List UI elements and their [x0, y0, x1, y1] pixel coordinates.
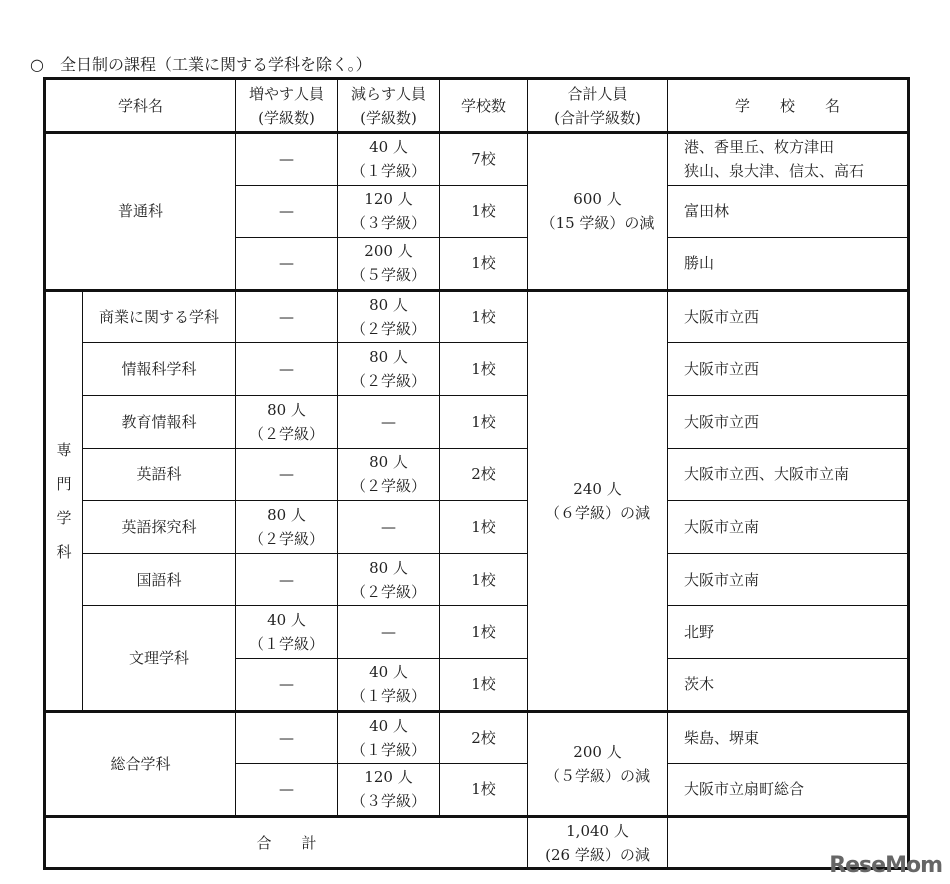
decrease-cell — [338, 133, 440, 186]
cell-line: 80 人 — [369, 453, 408, 472]
increase-cell — [236, 133, 338, 186]
cell-line: — — [279, 675, 294, 694]
cell-line: 600 人 — [573, 190, 622, 209]
cell-line: （５学級）の減 — [544, 766, 650, 785]
cell-line: 1,040 人 — [566, 821, 629, 840]
school-count-cell: 2校 — [440, 448, 528, 501]
cell-line: 富田林 — [684, 202, 730, 221]
decrease-cell — [338, 395, 440, 448]
cell-line: 狭山、泉大津、信太、高石 — [684, 162, 865, 181]
cell-line: （２学級） — [350, 372, 426, 391]
school-count-cell: 1校 — [440, 658, 528, 711]
cell-line: （15 学級）の減 — [540, 214, 655, 233]
school-names-cell — [668, 553, 909, 606]
cell-line: (26 学級）の減 — [545, 845, 650, 864]
school-names-cell — [668, 711, 909, 764]
subject-cell: 教育情報科 — [83, 395, 236, 448]
school-names-cell — [668, 133, 909, 186]
school-names-cell — [668, 238, 909, 291]
increase-cell — [236, 658, 338, 711]
subject-cell: 商業に関する学科 — [83, 290, 236, 343]
total-cell — [528, 133, 668, 291]
cell-line: — — [279, 728, 294, 747]
cell-line: (学級数) — [258, 108, 315, 127]
table-row — [45, 606, 909, 659]
cell-line: 学 — [56, 508, 72, 527]
school-names-cell — [668, 343, 909, 396]
school-names-cell — [668, 185, 909, 238]
table-row — [45, 290, 909, 343]
cell-line: （１学級） — [350, 740, 426, 759]
cell-line: （１学級） — [350, 162, 426, 181]
cell-line: 増やす人員 — [248, 84, 324, 103]
cell-line: — — [381, 623, 396, 642]
decrease-cell — [338, 606, 440, 659]
decrease-cell — [338, 711, 440, 764]
header-increase — [236, 79, 338, 133]
cell-line: — — [279, 780, 294, 799]
cell-line: 80 人 — [267, 505, 306, 524]
cell-line: 門 — [56, 474, 72, 493]
cell-line: （２学級） — [248, 529, 324, 548]
header-decrease — [338, 79, 440, 133]
cell-line: 80 人 — [369, 348, 408, 367]
cell-line: (学級数) — [360, 108, 417, 127]
school-count-cell: 1校 — [440, 606, 528, 659]
cell-line: （５学級） — [350, 266, 426, 285]
cell-line: 科 — [56, 542, 72, 561]
subject-cell: 英語探究科 — [83, 501, 236, 554]
cell-line: 120 人 — [364, 768, 413, 787]
subject-cell: 普通科 — [45, 133, 236, 291]
increase-cell — [236, 395, 338, 448]
cell-line: 大阪市立西 — [684, 308, 760, 327]
cell-line: — — [279, 570, 294, 589]
header-school-count: 学校数 — [440, 79, 528, 133]
decrease-cell — [338, 764, 440, 817]
increase-cell — [236, 448, 338, 501]
cell-line: — — [381, 412, 396, 431]
cell-line: 80 人 — [369, 296, 408, 315]
grand-total-row — [45, 816, 909, 869]
subject-cell: 文理学科 — [83, 606, 236, 711]
school-names-cell — [668, 290, 909, 343]
header-row — [45, 79, 909, 133]
cell-line: （３学級） — [350, 214, 426, 233]
cell-line: — — [279, 150, 294, 169]
grand-total-label: 合 計 — [45, 816, 528, 869]
cell-line: （６学級）の減 — [544, 503, 650, 522]
decrease-cell — [338, 343, 440, 396]
decrease-cell — [338, 448, 440, 501]
cell-line: （２学級） — [350, 477, 426, 496]
table-row — [45, 501, 909, 554]
subject-cell: 国語科 — [83, 553, 236, 606]
cell-line: 減らす人員 — [350, 84, 426, 103]
school-names-cell — [668, 395, 909, 448]
cell-line: （１学級） — [350, 687, 426, 706]
increase-cell — [236, 238, 338, 291]
cell-line: （２学級） — [350, 320, 426, 339]
school-count-cell: 1校 — [440, 343, 528, 396]
table-row — [45, 448, 909, 501]
decrease-cell — [338, 185, 440, 238]
subject-cell: 総合学科 — [45, 711, 236, 816]
header-school-names: 学 校 名 — [668, 79, 909, 133]
school-count-cell: 1校 — [440, 501, 528, 554]
cell-line: 200 人 — [364, 242, 413, 261]
resemom-watermark-logo: ReseMom — [829, 853, 942, 878]
cell-line: 大阪市立西、大阪市立南 — [684, 465, 850, 484]
school-count-cell: 1校 — [440, 553, 528, 606]
section-title: ○ 全日制の課程（工業に関する学科を除く。） — [30, 55, 372, 74]
decrease-cell — [338, 290, 440, 343]
cell-line: 茨木 — [684, 675, 715, 694]
school-count-cell: 2校 — [440, 711, 528, 764]
school-names-cell — [668, 606, 909, 659]
school-count-cell: 1校 — [440, 185, 528, 238]
school-names-cell — [668, 501, 909, 554]
cell-line: — — [279, 465, 294, 484]
header-total — [528, 79, 668, 133]
reduction-table — [43, 77, 910, 870]
cell-line: 勝山 — [684, 254, 715, 273]
subject-cell: 情報科学科 — [83, 343, 236, 396]
cell-line: 240 人 — [573, 479, 622, 498]
grand-total-value — [528, 816, 668, 869]
school-count-cell: 1校 — [440, 238, 528, 291]
increase-cell — [236, 711, 338, 764]
table-row — [45, 553, 909, 606]
specialty-label — [45, 290, 83, 711]
cell-line: 北野 — [684, 623, 715, 642]
table-row — [45, 343, 909, 396]
increase-cell — [236, 501, 338, 554]
cell-line: 合計人員 — [567, 84, 628, 103]
school-count-cell: 1校 — [440, 290, 528, 343]
cell-line: 40 人 — [369, 663, 408, 682]
school-count-cell: 1校 — [440, 395, 528, 448]
cell-line: （２学級） — [350, 582, 426, 601]
cell-line: 大阪市立扇町総合 — [684, 780, 805, 799]
cell-line: 大阪市立西 — [684, 360, 760, 379]
school-names-cell — [668, 764, 909, 817]
cell-line: (合計学級数) — [554, 108, 641, 127]
decrease-cell — [338, 658, 440, 711]
school-names-cell — [668, 658, 909, 711]
cell-line: （２学級） — [248, 424, 324, 443]
increase-cell — [236, 553, 338, 606]
cell-line: 港、香里丘、枚方津田 — [684, 138, 835, 157]
cell-line: 柴島、堺東 — [684, 728, 760, 747]
cell-line: — — [279, 308, 294, 327]
cell-line: 40 人 — [369, 716, 408, 735]
cell-line: 専 — [56, 440, 72, 459]
table-row — [45, 711, 909, 764]
cell-line: 40 人 — [267, 611, 306, 630]
cell-line: — — [279, 254, 294, 273]
cell-line: 大阪市立南 — [684, 517, 760, 536]
school-count-cell: 7校 — [440, 133, 528, 186]
subject-cell: 英語科 — [83, 448, 236, 501]
increase-cell — [236, 764, 338, 817]
decrease-cell — [338, 238, 440, 291]
school-names-cell — [668, 448, 909, 501]
cell-line: （１学級） — [248, 635, 324, 654]
cell-line: 大阪市立南 — [684, 570, 760, 589]
cell-line: （３学級） — [350, 792, 426, 811]
cell-line: 80 人 — [267, 400, 306, 419]
cell-line: 120 人 — [364, 190, 413, 209]
total-cell — [528, 290, 668, 711]
school-count-cell: 1校 — [440, 764, 528, 817]
cell-line: 大阪市立西 — [684, 412, 760, 431]
cell-line: — — [279, 360, 294, 379]
decrease-cell — [338, 553, 440, 606]
total-cell — [528, 711, 668, 816]
increase-cell — [236, 606, 338, 659]
cell-line: 40 人 — [369, 138, 408, 157]
increase-cell — [236, 290, 338, 343]
increase-cell — [236, 343, 338, 396]
table-row — [45, 395, 909, 448]
table-row — [45, 133, 909, 186]
cell-line: 80 人 — [369, 558, 408, 577]
cell-line: — — [381, 517, 396, 536]
decrease-cell — [338, 501, 440, 554]
header-subject: 学科名 — [45, 79, 236, 133]
increase-cell — [236, 185, 338, 238]
cell-line: 200 人 — [573, 742, 622, 761]
cell-line: — — [279, 202, 294, 221]
